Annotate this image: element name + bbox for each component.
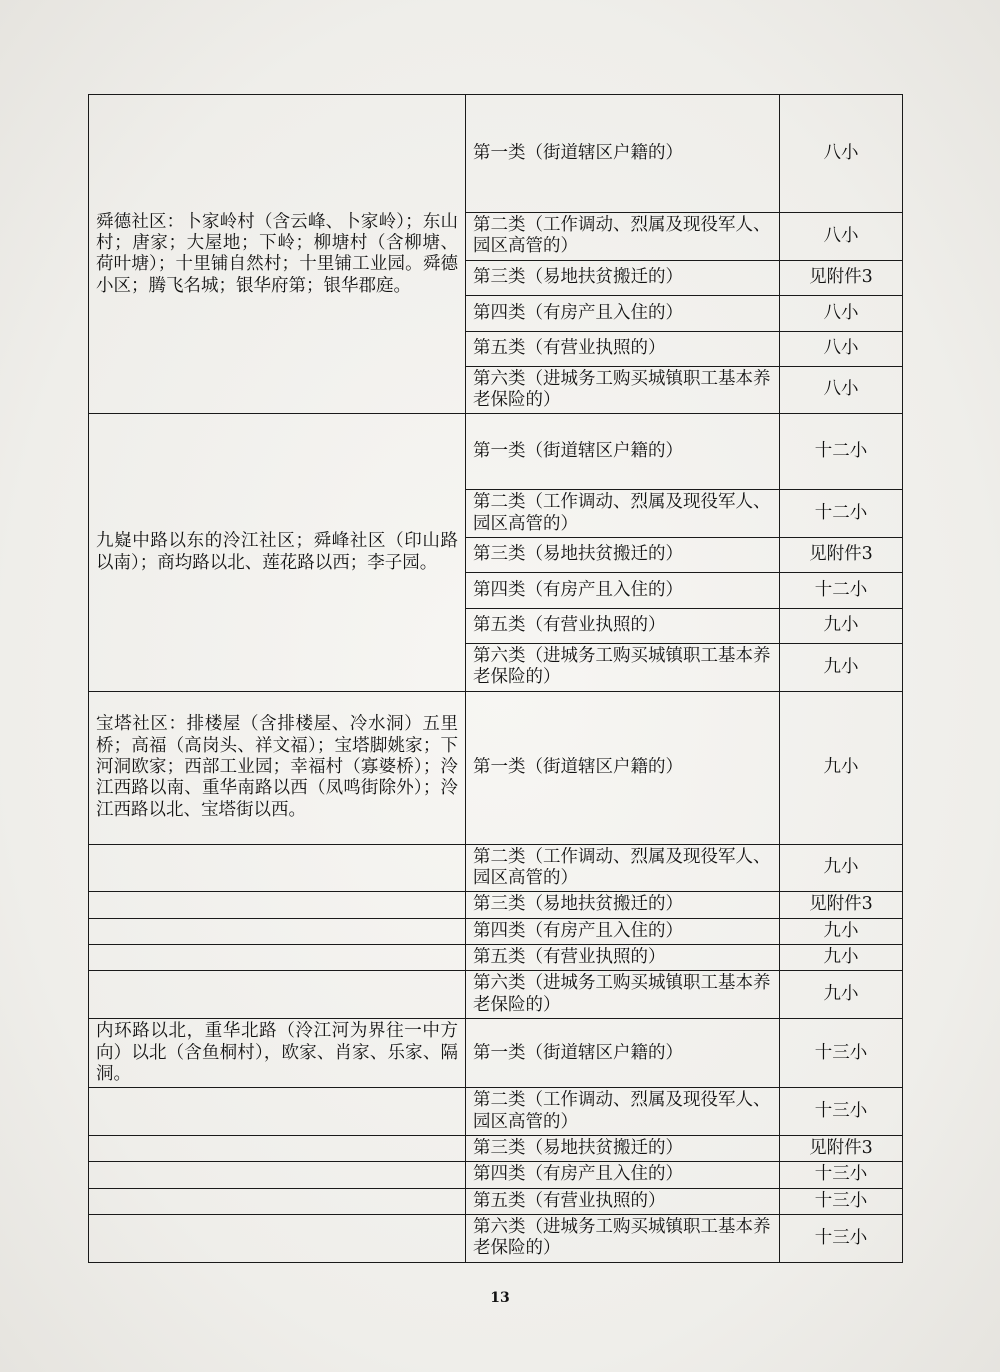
category-cell: 第二类（工作调动、烈属及现役军人、园区高管的） <box>466 844 780 892</box>
area-cell: 内环路以北，重华北路（泠江河为界往一中方向）以北（含鱼桐村），欧家、肖家、乐家、隔洞。 <box>89 1019 466 1088</box>
area-cell: 九嶷中路以东的泠江社区；舜峰社区（印山路以南）；商均路以北、莲花路以西；李子园。 <box>89 414 466 691</box>
category-cell: 第三类（易地扶贫搬迁的） <box>466 892 780 918</box>
category-cell: 第三类（易地扶贫搬迁的） <box>466 260 780 295</box>
category-cell: 第一类（街道辖区户籍的） <box>466 95 780 213</box>
school-cell: 八小 <box>780 95 903 213</box>
empty-cell <box>89 945 466 971</box>
table-row <box>89 844 903 892</box>
school-cell: 九小 <box>780 945 903 971</box>
category-cell: 第二类（工作调动、烈属及现役军人、园区高管的） <box>466 213 780 261</box>
table-row <box>89 1214 903 1262</box>
empty-cell <box>89 1088 466 1136</box>
school-cell: 九小 <box>780 918 903 944</box>
category-cell: 第五类（有营业执照的） <box>466 609 780 644</box>
table-row <box>89 945 903 971</box>
empty-cell <box>89 1135 466 1161</box>
school-cell: 八小 <box>780 295 903 331</box>
table-row <box>89 971 903 1019</box>
school-cell: 十三小 <box>780 1019 903 1088</box>
table-row <box>89 1135 903 1161</box>
school-cell: 八小 <box>780 213 903 261</box>
page-number: 13 <box>490 1290 510 1306</box>
category-cell: 第二类（工作调动、烈属及现役军人、园区高管的） <box>466 1088 780 1136</box>
school-cell: 十三小 <box>780 1088 903 1136</box>
school-cell: 十二小 <box>780 490 903 538</box>
table-row <box>89 691 903 844</box>
school-cell: 十三小 <box>780 1214 903 1262</box>
school-cell: 八小 <box>780 366 903 414</box>
table-row <box>89 1162 903 1188</box>
empty-cell <box>89 892 466 918</box>
category-cell: 第五类（有营业执照的） <box>466 945 780 971</box>
category-cell: 第六类（进城务工购买城镇职工基本养老保险的） <box>466 644 780 692</box>
school-cell: 见附件3 <box>780 538 903 573</box>
school-cell: 见附件3 <box>780 1135 903 1161</box>
category-cell: 第四类（有房产且入住的） <box>466 573 780 609</box>
category-cell: 第三类（易地扶贫搬迁的） <box>466 1135 780 1161</box>
table-row <box>89 1188 903 1214</box>
school-cell: 九小 <box>780 844 903 892</box>
category-cell: 第六类（进城务工购买城镇职工基本养老保险的） <box>466 1214 780 1262</box>
category-cell: 第六类（进城务工购买城镇职工基本养老保险的） <box>466 366 780 414</box>
area-cell: 宝塔社区：排楼屋（含排楼屋、冷水洞）五里桥；高福（高岗头、祥文福）；宝塔脚姚家；下河洞欧家；西部工业园；幸福村（寡婆桥）；泠江西路以南、重华南路以西（凤鸣街除外）；泠江西路以北、宝塔街以西。 <box>89 691 466 844</box>
category-cell: 第一类（街道辖区户籍的） <box>466 691 780 844</box>
school-cell: 九小 <box>780 971 903 1019</box>
school-cell: 九小 <box>780 609 903 644</box>
school-cell: 九小 <box>780 691 903 844</box>
school-cell: 见附件3 <box>780 260 903 295</box>
category-cell: 第六类（进城务工购买城镇职工基本养老保险的） <box>466 971 780 1019</box>
table-row <box>89 918 903 944</box>
area-cell: 舜德社区：卜家岭村（含云峰、卜家岭）；东山村；唐家；大屋地；下岭；柳塘村（含柳塘、荷叶塘）；十里铺自然村；十里铺工业园。舜德小区；腾飞名城；银华府第；银华郡庭。 <box>89 95 466 414</box>
table-row <box>89 414 903 490</box>
empty-cell <box>89 971 466 1019</box>
school-cell: 十三小 <box>780 1188 903 1214</box>
category-cell: 第一类（街道辖区户籍的） <box>466 1019 780 1088</box>
category-cell: 第一类（街道辖区户籍的） <box>466 414 780 490</box>
empty-cell <box>89 1162 466 1188</box>
school-cell: 十二小 <box>780 573 903 609</box>
school-district-table <box>88 94 903 1263</box>
category-cell: 第四类（有房产且入住的） <box>466 295 780 331</box>
school-cell: 八小 <box>780 331 903 366</box>
school-cell: 十三小 <box>780 1162 903 1188</box>
table-row <box>89 1019 903 1088</box>
school-cell: 十二小 <box>780 414 903 490</box>
category-cell: 第二类（工作调动、烈属及现役军人、园区高管的） <box>466 490 780 538</box>
school-cell: 九小 <box>780 644 903 692</box>
category-cell: 第三类（易地扶贫搬迁的） <box>466 538 780 573</box>
empty-cell <box>89 1214 466 1262</box>
table-row <box>89 892 903 918</box>
empty-cell <box>89 844 466 892</box>
table-row <box>89 1088 903 1136</box>
category-cell: 第五类（有营业执照的） <box>466 1188 780 1214</box>
category-cell: 第四类（有房产且入住的） <box>466 918 780 944</box>
table-row <box>89 95 903 213</box>
category-cell: 第四类（有房产且入住的） <box>466 1162 780 1188</box>
category-cell: 第五类（有营业执照的） <box>466 331 780 366</box>
empty-cell <box>89 918 466 944</box>
school-cell: 见附件3 <box>780 892 903 918</box>
empty-cell <box>89 1188 466 1214</box>
